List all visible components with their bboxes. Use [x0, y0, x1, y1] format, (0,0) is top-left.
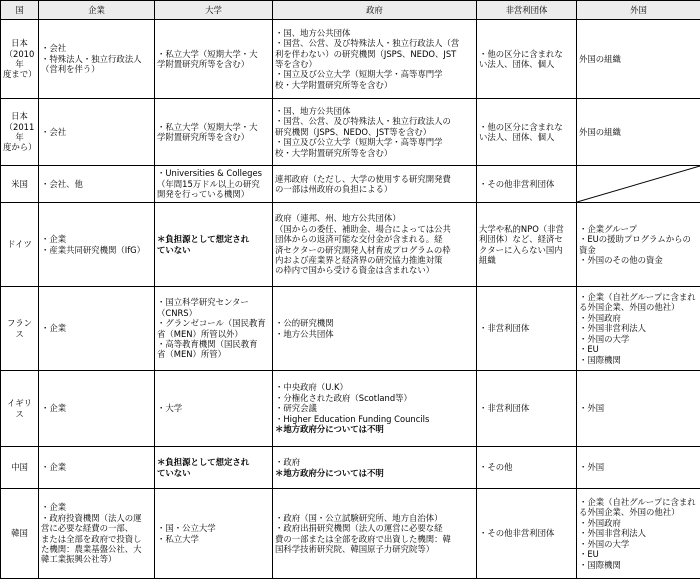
- cell-line: （年間15万ドル以上の研究: [157, 178, 260, 189]
- nonprofit-cell: [477, 166, 577, 203]
- cell-line: ・政府投資機関（法人の運: [41, 512, 142, 523]
- company-cell: [39, 447, 155, 489]
- cell-line: ・グランゼコール（国民教育: [157, 318, 266, 329]
- cell-line: る外国企業、外国の他社）: [579, 507, 680, 518]
- company-cell: [39, 99, 155, 166]
- cell-line: ・国際機関: [579, 354, 621, 365]
- country-cell: [1, 203, 39, 287]
- cell-line: クターに入らない国内: [479, 244, 563, 255]
- cell-line: 校・大学附置研究所等を含む）: [275, 79, 393, 90]
- company-cell: [39, 489, 155, 579]
- cell-line: ・高等教育機関（国民教育: [157, 338, 258, 349]
- row-usa: [1, 166, 700, 203]
- cell-line: ・国立及び公立大学（短期大学・高等専門学: [275, 69, 443, 80]
- cell-line: ・その他非営利団体: [479, 528, 555, 539]
- government-cell: [273, 371, 477, 447]
- company-cell: [39, 20, 155, 99]
- cell-line: の一部は州政府の負担による）: [275, 184, 393, 194]
- header-foreign: 外国: [577, 1, 700, 20]
- nonprofit-cell: [477, 489, 577, 579]
- cell-line: 学附置研究所等を含む）: [157, 132, 250, 142]
- cell-line: ・外国非営利法人: [579, 323, 646, 334]
- cell-line: ・国営、公営、及び特殊法人・独立行政法人（営: [275, 38, 460, 49]
- cell-line: ・私立大学（短期大学・大: [157, 48, 258, 59]
- government-cell: [273, 99, 477, 166]
- cell-line: ・大学: [157, 403, 183, 414]
- header-company: 企業: [39, 1, 155, 20]
- cell-line: 学附置研究所等を含む）: [157, 59, 250, 69]
- cell-line: ・非営利団体: [479, 403, 530, 414]
- cell-line: ・会社: [41, 43, 67, 54]
- cell-line: い法人、団体、個人: [479, 132, 555, 142]
- cell-line: 営に必要な経費の一部、: [41, 523, 134, 534]
- foreign-cell: [577, 20, 700, 99]
- cell-line: ・外国政府: [579, 517, 621, 528]
- university-cell: [155, 203, 273, 287]
- cell-line: ・外国: [579, 403, 605, 414]
- cell-line: 資金: [579, 244, 596, 255]
- header-government: 政府: [273, 1, 477, 20]
- cell-line: 費の一部または全部を政府で出資した機関：韓: [275, 533, 451, 544]
- cell-line: ・政府出捐研究機関（法人の運営に必要な経: [275, 523, 443, 534]
- cell-line: ・会社、他: [41, 178, 83, 189]
- cell-line: い法人、団体、個人: [479, 59, 555, 69]
- cell-line: ・外国: [579, 462, 605, 473]
- cell-line: 省（MEN）所管）: [157, 349, 227, 360]
- cell-line: または全部を政府で投資し: [41, 533, 142, 544]
- university-cell: [155, 447, 273, 489]
- government-cell: [273, 447, 477, 489]
- cell-line: 米国: [11, 178, 28, 189]
- cell-line: 日本: [11, 38, 28, 49]
- country-cell: [1, 166, 39, 203]
- cell-line: （2011年: [4, 121, 35, 142]
- foreign-cell: [577, 203, 700, 287]
- cell-line: ・外国の大学: [579, 538, 630, 549]
- cell-line: ＊地方政府分については不明: [275, 424, 384, 435]
- nonprofit-cell: [477, 203, 577, 287]
- cell-line: ・中央政府（U.K）: [275, 382, 348, 393]
- header-country: 国: [1, 1, 39, 20]
- cell-line: 韓工業振興公社等）: [41, 554, 117, 565]
- cell-line: 等を含む）: [275, 59, 317, 69]
- cell-line: ・企業: [41, 403, 67, 414]
- university-cell: [155, 287, 273, 371]
- company-cell: [39, 203, 155, 287]
- row-germany: [1, 203, 700, 287]
- cell-line: ・企業グループ: [579, 223, 637, 234]
- cell-line: ・国・公立大学: [157, 523, 216, 534]
- country-cell: [1, 99, 39, 166]
- cell-line: ・公的研究機関: [275, 318, 334, 329]
- cell-line: ・国立科学研究センター: [157, 297, 249, 308]
- university-cell: [155, 166, 273, 203]
- cell-line: ・企業: [41, 323, 67, 334]
- row-france: [1, 287, 700, 371]
- cell-line: ・企業: [41, 462, 67, 473]
- country-cell: [1, 371, 39, 447]
- cell-line: ・その他: [479, 462, 513, 473]
- cell-line: ・Universities & Colleges: [157, 168, 262, 179]
- cell-line: ・企業（自社グループに含まれ: [579, 497, 696, 508]
- row-uk: [1, 371, 700, 447]
- cell-line: ・非営利団体: [479, 323, 530, 334]
- cell-line: ・会社: [41, 126, 67, 137]
- cell-line: ・国際機関: [579, 559, 621, 570]
- cell-line: イギリス: [6, 398, 33, 419]
- government-cell: [273, 166, 477, 203]
- cell-line: た機関：農業基盤公社、大: [41, 543, 142, 554]
- cell-line: 外国の組織: [579, 53, 621, 64]
- cell-line: 団体からの返済可能な交付金が含まれる。経: [275, 234, 443, 245]
- cell-line: ・分権化された政府（Scotland等）: [275, 392, 412, 403]
- row-japan-to-2010: [1, 20, 700, 99]
- cell-line: ・その他非営利団体: [479, 178, 555, 189]
- government-cell: [273, 203, 477, 287]
- university-cell: [155, 489, 273, 579]
- cell-line: ・政府: [275, 457, 301, 468]
- cell-line: 校・大学附置研究所等を含む）: [275, 147, 393, 158]
- cell-line: 内および産業界と経済界の研究協力推進対策: [275, 254, 443, 265]
- header-university: 大学: [155, 1, 273, 20]
- university-cell: [155, 99, 273, 166]
- cell-line: ・Higher Education Funding Councils: [275, 413, 430, 424]
- row-china: [1, 447, 700, 489]
- country-cell: [1, 287, 39, 371]
- cell-line: ・私立大学（短期大学・大: [157, 121, 258, 132]
- diagonal-slash: [577, 166, 700, 202]
- cell-line: ・他の区分に含まれな: [479, 121, 563, 132]
- cell-line: ・企業: [41, 502, 67, 513]
- cell-line: ・外国のその他の資金: [579, 254, 663, 265]
- cell-line: 国科学技術研究院、韓国原子力研究院等）: [275, 543, 435, 554]
- cell-line: （営利を伴う）: [41, 64, 100, 75]
- row-japan-from-2011: [1, 99, 700, 166]
- cell-line: ・産業共同研究機関（IfG）: [41, 244, 146, 255]
- company-cell: [39, 166, 155, 203]
- company-cell: [39, 287, 155, 371]
- cell-line: ・私立大学: [157, 533, 199, 544]
- government-cell: [273, 20, 477, 99]
- cell-line: 大学や私的NPO（非営: [479, 223, 564, 234]
- nonprofit-cell: [477, 287, 577, 371]
- header-row: [1, 1, 700, 20]
- cell-line: ・国営、公営、及び特殊法人・独立行政法人の: [275, 116, 451, 127]
- cell-line: ・地方公共団体: [275, 328, 334, 339]
- cell-line: ドイツ: [7, 239, 32, 250]
- cell-line: ・研究会議: [275, 403, 317, 414]
- government-cell: [273, 287, 477, 371]
- cell-line: 省（MEN）所管以外）: [157, 328, 243, 339]
- cell-line: ・政府（国・公立試験研究所、地方自治体）: [275, 512, 443, 523]
- cell-line: ・外国の大学: [579, 333, 630, 344]
- cell-line: ＊負担源として想定され: [157, 457, 250, 468]
- cell-line: （2010年: [4, 48, 35, 69]
- cell-line: 韓国: [11, 528, 28, 539]
- cell-line: 済セクターの研究開発人材育成プログラムの枠: [275, 244, 451, 255]
- university-cell: [155, 20, 273, 99]
- foreign-cell-not-applicable: [577, 166, 700, 203]
- cell-line: ・企業: [41, 234, 67, 245]
- cell-line: 研究機関（JSPS、NEDO、JST等を含む）: [275, 126, 432, 137]
- country-cell: [1, 20, 39, 99]
- cell-line: ・他の区分に含まれな: [479, 48, 563, 59]
- cell-line: ・特殊法人・独立行政法人: [41, 53, 142, 64]
- country-cell: [1, 489, 39, 579]
- foreign-cell: [577, 489, 700, 579]
- cell-line: 中国: [11, 462, 28, 473]
- nonprofit-cell: [477, 371, 577, 447]
- foreign-cell: [577, 447, 700, 489]
- cell-line: ていない: [157, 467, 191, 478]
- cell-line: ・外国非営利法人: [579, 528, 646, 539]
- cell-line: 度から）: [3, 142, 37, 153]
- cell-line: ＊地方政府分については不明: [275, 467, 384, 478]
- nonprofit-cell: [477, 99, 577, 166]
- cell-line: 開発を行っている機関）: [157, 189, 250, 200]
- cell-line: 政府（連邦、州、地方公共団体）: [275, 213, 401, 224]
- cell-line: 日本: [11, 111, 28, 122]
- cell-line: ていない: [157, 244, 191, 255]
- cell-line: ・国立及び公立大学（短期大学・高等専門学: [275, 137, 443, 148]
- cell-line: 組織: [479, 254, 496, 265]
- government-cell: [273, 489, 477, 579]
- cell-line: 利団体）など、経済セ: [479, 234, 563, 245]
- cell-line: ・EU: [579, 549, 599, 560]
- cell-line: ・国、地方公共団体: [275, 27, 351, 38]
- cell-line: （CNRS）: [157, 307, 197, 318]
- cell-line: る外国企業、外国の他社）: [579, 302, 680, 313]
- cell-line: ＊負担源として想定され: [157, 234, 250, 245]
- cell-line: ・EUの援助プログラムからの: [579, 234, 691, 245]
- cell-line: 利を伴わない）の研究機関（JSPS、NEDO、JST: [275, 48, 457, 59]
- cell-line: 度まで）: [3, 69, 37, 80]
- cell-line: フランス: [6, 318, 33, 339]
- cell-line: ・外国政府: [579, 312, 621, 323]
- nonprofit-cell: [477, 447, 577, 489]
- cell-line: 連邦政府（ただし、大学の使用する研究開発費: [275, 173, 451, 184]
- row-korea: [1, 489, 700, 579]
- nonprofit-cell: [477, 20, 577, 99]
- cell-line: の枠内で国から受ける資金は含まれない）: [275, 265, 435, 276]
- cell-line: ・EU: [579, 344, 599, 355]
- header-nonprofit: 非営利団体: [477, 1, 577, 20]
- foreign-cell: [577, 99, 700, 166]
- cell-line: ・国、地方公共団体: [275, 105, 351, 116]
- cell-line: ・企業（自社グループに含まれ: [579, 292, 696, 303]
- university-cell: [155, 371, 273, 447]
- cell-line: 外国の組織: [579, 126, 621, 137]
- foreign-cell: [577, 371, 700, 447]
- company-cell: [39, 371, 155, 447]
- country-cell: [1, 447, 39, 489]
- foreign-cell: [577, 287, 700, 371]
- cell-line: （国からの委任、補助金、場合によっては公共: [275, 223, 451, 234]
